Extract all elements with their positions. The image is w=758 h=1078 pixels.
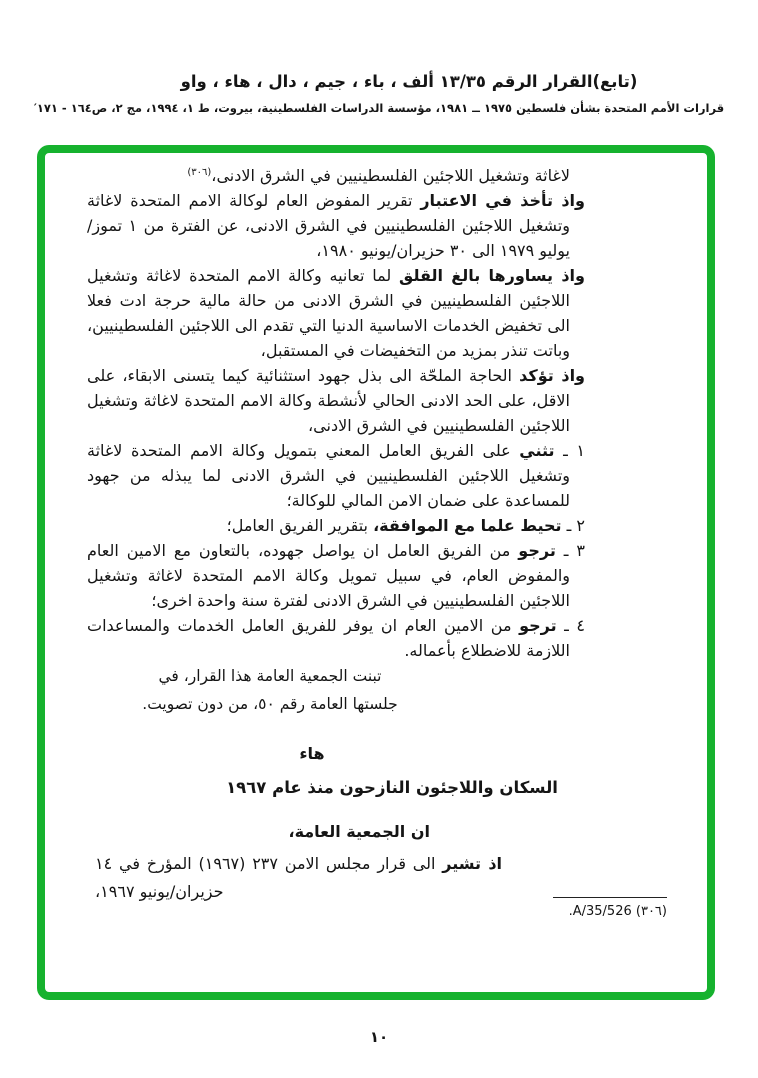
continuation-paragraph [87,160,585,188]
paragraph-number: ٤ ـ [556,616,586,635]
preamble-paragraph [95,850,502,906]
footnote-reference: (٣٠٦) [187,167,212,178]
paragraph-lead: ترجو [518,541,556,560]
paragraph-lead: تثني [519,441,555,460]
paragraph-text: لما تعانيه وكالة الامم المتحدة لاغاثة وتشغيل اللاجئين الفلسطينيين في الشرق الادنى من حالة مالية حرجة ادت فعلا الى تخفيض الخدمات الاساسية الدنيا التي تقدم الى اللاجئين الفلسطينيين، وباتت تنذر بمزيد من التخفيضات في المستقبل، [87,266,570,360]
paragraph-text: على الفريق العامل المعني بتمويل وكالة الامم المتحدة لاغاثة وتشغيل اللاجئين الفلسطينيين في الشرق الادنى لما يبذله من جهود للمساعدة على ضمان الامن المالي للوكالة؛ [87,441,570,510]
paragraph-text: لاغاثة وتشغيل اللاجئين الفلسطينيين في الشرق الادنى، [211,166,570,185]
page-number: ١٠ [369,1028,389,1046]
preamble-paragraph [87,188,585,263]
preamble-paragraph [87,363,585,438]
paragraph-text: تقرير المفوض العام لوكالة الامم المتحدة لاغاثة وتشغيل اللاجئين الفلسطينيين في الشرق الادنى، عن الفترة من ١ تموز/يوليو ١٩٧٩ الى ٣٠ حزيران/يونيو ١٩٨٠، [87,191,570,260]
paragraph-lead: واذ تؤكد [519,366,586,385]
operative-paragraph [87,438,585,513]
preamble-paragraph [87,263,585,363]
resolution-opener: ان الجمعية العامة، [288,822,430,841]
paragraph-text: الى قرار مجلس الامن ٢٣٧ (١٩٦٧) المؤرخ في ١٤ حزيران/يونيو ١٩٦٧، [95,854,443,901]
paragraph-lead: تحيط علما مع الموافقة، [373,516,562,535]
paragraph-text: بتقرير الفريق العامل؛ [226,516,374,535]
paragraph-number: ٢ ـ [561,516,585,535]
paragraph-lead: اذ تشير [442,854,503,873]
operative-paragraph [87,613,585,663]
operative-paragraph [87,538,585,613]
paragraph-number: ١ ـ [554,441,585,460]
paragraph-text: من الفريق العامل ان يواصل جهوده، بالتعاون مع الامين العام والمفوض العام، في سبيل تمويل وكالة الامم المتحدة لاغاثة وتشغيل اللاجئين الفلسطينيين في الشرق الادنى لفترة سنة واحدة اخرى؛ [87,541,570,610]
book-citation: قرارات الأمم المتحدة بشأن فلسطين ١٩٧٥ ــ ١٩٨١، مؤسسة الدراسات الفلسطينية، بيروت، ط ١، ١٩٩٤، مج ٢، ص١٦٤ - ١٧١′ [33,101,725,115]
footnote-document-symbol: A/35/526 [572,904,632,919]
resolution-header-title: (تابع)القرار الرقم ١٣/٣٥ ألف ، باء ، جيم ، دال ، هاء ، واو [180,72,638,91]
footnote-separator [553,897,667,898]
resolution-body [87,160,585,663]
section-letter-heading: هاء [299,744,325,763]
paragraph-lead: واذ تأخذ في الاعتبار [420,191,585,210]
operative-paragraph [87,513,585,538]
footnote-number: (٣٠٦) [635,904,667,919]
paragraph-text: الحاجة الملحّة الى بذل جهود استثنائية كيما يتسنى الابقاء، على الاقل، على الحد الادنى الحالي لأنشطة وكالة الامم المتحدة لاغاثة وتشغيل اللاجئين الفلسطينيين في الشرق الادنى، [87,366,570,435]
paragraph-number: ٣ ـ [555,541,586,560]
adoption-note: تبنت الجمعية العامة هذا القرار، في جلستها العامة رقم ٥٠، من دون تصويت. [142,667,398,713]
footnote [450,904,667,919]
paragraph-lead: ترجو [519,616,557,635]
footnote-period: . [568,904,573,919]
paragraph-text: من الامين العام ان يوفر للفريق العامل الخدمات والمساعدات اللازمة للاضطلاع بأعماله. [87,616,570,660]
resolution-title: السكان واللاجئون النازحون منذ عام ١٩٦٧ [226,778,558,797]
paragraph-lead: واذ يساورها بالغ القلق [399,266,585,285]
